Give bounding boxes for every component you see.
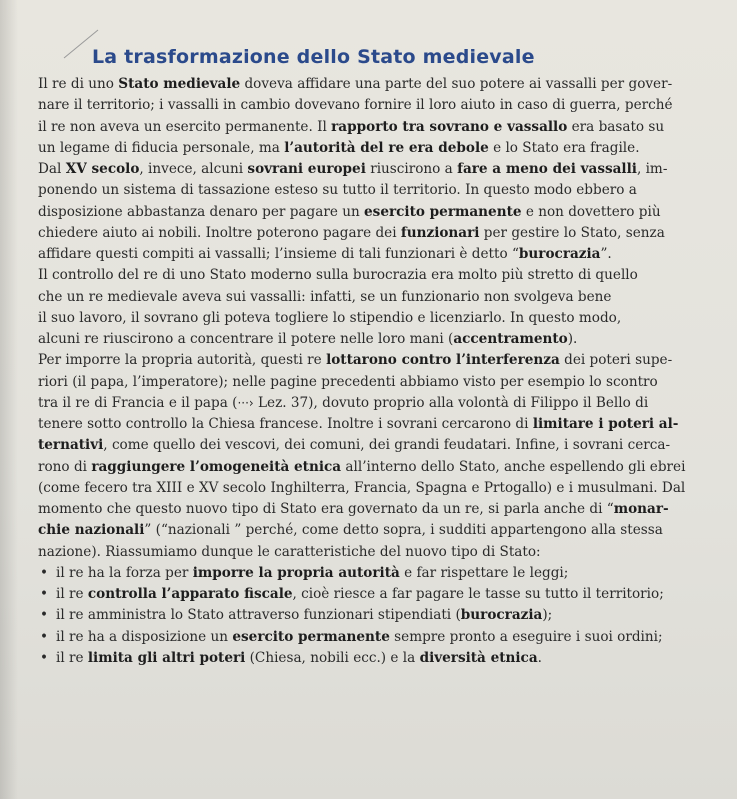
- bold-term: burocrazia: [518, 246, 601, 262]
- characteristics-list: [38, 563, 722, 669]
- text-line: ternativi, come quello dei vescovi, dei comuni, dei grandi feudatari. Infine, i sovrani cerca-: [38, 437, 671, 454]
- text-line: nazione). Riassumiamo dunque le caratteristiche del nuovo tipo di Stato:: [38, 543, 541, 560]
- list-item: • il re ha la forza per imporre la propria autorità e far rispettare le leggi;: [38, 563, 722, 584]
- bold-term: esercito permanente: [364, 203, 522, 220]
- reference-arrow-icon: ···›: [237, 395, 254, 410]
- text-line: tra il re di Francia e il papa (···› Lez. 37), dovuto proprio alla volontà di Filippo il Bello di: [38, 394, 649, 411]
- list-item: • il re ha a disposizione un esercito permanente sempre pronto a eseguire i suoi ordini;: [38, 627, 722, 648]
- bold-term: sovrani europei: [247, 161, 366, 177]
- text-line: riori (il papa, l’imperatore); nelle pagine precedenti abbiamo visto per esempio lo scontro: [38, 373, 658, 390]
- bold-term: controlla l’apparato fiscale: [87, 586, 293, 602]
- text-line: Per imporre la propria autorità, questi re lottarono contro l’interferenza dei poteri supe-: [38, 352, 673, 369]
- bold-term: diversità etnica: [419, 649, 538, 666]
- bold-term: Stato medievale: [118, 76, 241, 92]
- section-title: La trasformazione dello Stato medievale: [92, 46, 535, 68]
- bold-term: monar-: [613, 501, 669, 517]
- text-line: il re non aveva un esercito permanente. Il rapporto tra sovrano e vassallo era basato su: [38, 118, 665, 135]
- text-line: (come fecero tra XIII e XV secolo Inghilterra, Francia, Spagna e Prtogallo) e i musulmani. Dal: [38, 479, 686, 496]
- bold-term: XV secolo: [65, 161, 140, 177]
- bold-term: l’autorità del re era debole: [284, 139, 489, 156]
- main-paragraph: [38, 74, 722, 563]
- text-line: momento che questo nuovo tipo di Stato era governato da un re, si parla anche di “monar-: [38, 501, 669, 517]
- text-line: chie nazionali” (“nazionali ” perché, come detto sopra, i sudditi appartengono alla stessa: [38, 522, 663, 539]
- text-line: rono di raggiungere l’omogeneità etnica all’interno dello Stato, anche espellendo gli ebrei: [38, 458, 686, 475]
- text-line: alcuni re riuscirono a concentrare il potere nelle loro mani (accentramento).: [38, 331, 578, 347]
- text-line: che un re medievale aveva sui vassalli: infatti, se un funzionario non svolgeva bene: [38, 288, 612, 305]
- bold-term: imporre la propria autorità: [192, 564, 400, 581]
- bold-term: accentramento: [453, 331, 568, 347]
- text-line: Dal XV secolo, invece, alcuni sovrani europei riuscirono a fare a meno dei vassalli, im-: [38, 161, 668, 177]
- text-line: affidare questi compiti ai vassalli; l’insieme di tali funzionari è detto “burocrazia”.: [38, 246, 612, 262]
- list-item: • il re limita gli altri poteri (Chiesa, nobili ecc.) e la diversità etnica.: [38, 648, 722, 669]
- bold-term: funzionari: [400, 224, 480, 241]
- bold-term: limita gli altri poteri: [87, 649, 246, 666]
- text-line: ponendo un sistema di tassazione esteso su tutto il territorio. In questo modo ebbero a: [38, 182, 637, 199]
- body-text: [38, 74, 722, 669]
- bold-term: rapporto tra sovrano e vassallo: [331, 118, 568, 135]
- text-line: un legame di fiducia personale, ma l’autorità del re era debole e lo Stato era fragile.: [38, 139, 640, 156]
- text-line: tenere sotto controllo la Chiesa francese. Inoltre i sovrani cercarono di limitare i poteri al-: [38, 416, 679, 432]
- text-line: Il re di uno Stato medievale doveva affidare una parte del suo potere ai vassalli per gover-: [38, 76, 673, 92]
- bold-term: ternativi: [38, 437, 104, 454]
- bold-term: limitare i poteri al-: [532, 416, 679, 432]
- text-line: nare il territorio; i vassalli in cambio dovevano fornire il loro aiuto in caso di guerra, perché: [38, 97, 673, 114]
- text-line: chiedere aiuto ai nobili. Inoltre poterono pagare dei funzionari per gestire lo Stato, senza: [38, 224, 665, 241]
- list-item: • il re amministra lo Stato attraverso funzionari stipendiati (burocrazia);: [38, 605, 722, 626]
- bold-term: esercito permanente: [232, 628, 390, 645]
- bold-term: chie nazionali: [38, 522, 145, 539]
- text-line: Il controllo del re di uno Stato moderno sulla burocrazia era molto più stretto di quello: [38, 267, 638, 284]
- text-line: disposizione abbastanza denaro per pagare un esercito permanente e non dovettero più: [38, 203, 661, 220]
- text-line: il suo lavoro, il sovrano gli poteva togliere lo stipendio e licenziarlo. In questo modo,: [38, 309, 622, 326]
- bold-term: burocrazia: [460, 607, 543, 624]
- bold-term: raggiungere l’omogeneità etnica: [91, 458, 342, 475]
- bold-term: fare a meno dei vassalli: [457, 161, 637, 177]
- page-edge-shadow: [0, 0, 18, 799]
- list-item: • il re controlla l’apparato fiscale, cioè riesce a far pagare le tasse su tutto il territorio;: [38, 584, 722, 605]
- bold-term: lottarono contro l’interferenza: [326, 352, 560, 369]
